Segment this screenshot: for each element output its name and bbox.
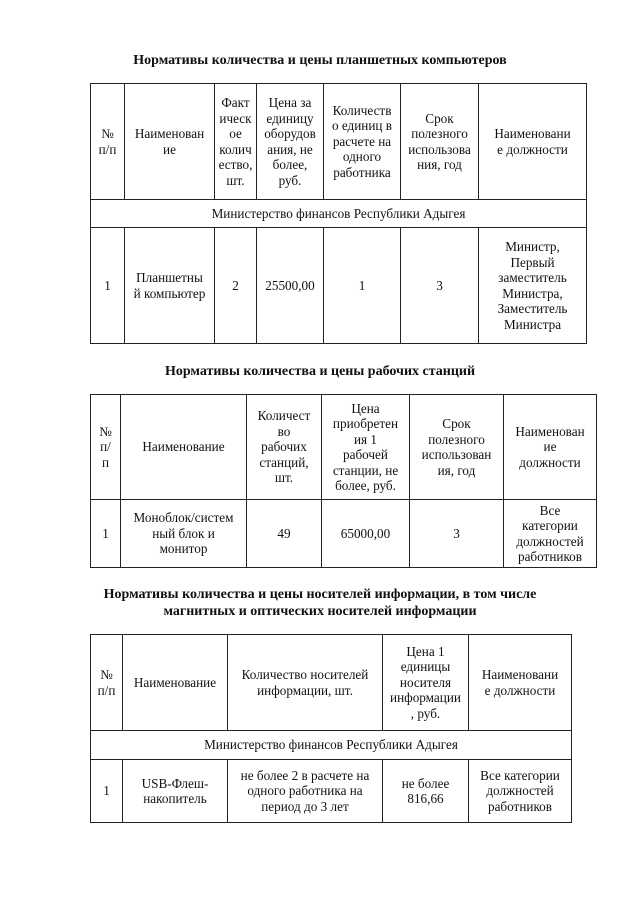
header-cell: Наименовани е должности [469, 635, 572, 731]
table-header-row [91, 395, 597, 500]
storage-media-table [90, 634, 572, 823]
section3-title-line2: магнитных и оптических носителей информации [163, 604, 477, 619]
header-cell: Количеств о единиц в расчете на одного работника [324, 84, 401, 200]
tablets-table [90, 83, 587, 344]
table-header-row [91, 84, 587, 200]
header-cell: Наименован ие [125, 84, 215, 200]
section3-title [0, 586, 640, 620]
header-cell: Срок полезного использован ия, год [410, 395, 504, 500]
header-cell: Цена приобретен ия 1 рабочей станции, не более, руб. [322, 395, 410, 500]
table-cell: 25500,00 [257, 228, 324, 344]
section2-title: Нормативы количества и цены рабочих станций [164, 364, 476, 379]
table-cell: 1 [91, 228, 125, 344]
table-cell: Все категории должностей работников [469, 760, 572, 823]
header-cell: Цена 1 единицы носителя информации , руб. [383, 635, 469, 731]
table-cell: Все категории должностей работников [504, 500, 597, 568]
workstations-table [90, 394, 597, 568]
header-cell: № п/п [91, 84, 125, 200]
ministry-cell: Министерство финансов Республики Адыгея [91, 731, 572, 760]
header-cell: Срок полезного использова ния, год [401, 84, 479, 200]
table-cell: Планшетны й компьютер [125, 228, 215, 344]
table-cell: 65000,00 [322, 500, 410, 568]
header-cell: Наименование [121, 395, 247, 500]
header-cell: Факт ическ ое колич ество, шт. [215, 84, 257, 200]
table-cell: Моноблок/систем ный блок и монитор [121, 500, 247, 568]
table-row [91, 228, 587, 344]
table-cell: 1 [91, 760, 123, 823]
header-cell: Наименование [123, 635, 228, 731]
header-cell: Наименован ие должности [504, 395, 597, 500]
header-cell: Количест во рабочих станций, шт. [247, 395, 322, 500]
table-cell: Министр, Первый заместитель Министра, Заместитель Министра [479, 228, 587, 344]
header-cell: № п/ п [91, 395, 121, 500]
table-cell: 3 [410, 500, 504, 568]
header-cell: Количество носителей информации, шт. [228, 635, 383, 731]
section1-title: Нормативы количества и цены планшетных компьютеров [133, 53, 507, 68]
table-row [91, 760, 572, 823]
header-cell: Наименовани е должности [479, 84, 587, 200]
ministry-row [91, 731, 572, 760]
table-cell: 2 [215, 228, 257, 344]
table-row [91, 500, 597, 568]
table-cell: 49 [247, 500, 322, 568]
section3-title-line1: Нормативы количества и цены носителей информации, в том числе [103, 587, 537, 602]
table-cell: не более 2 в расчете на одного работника на период до 3 лет [228, 760, 383, 823]
ministry-row [91, 200, 587, 228]
table-cell: 1 [91, 500, 121, 568]
table-cell: 3 [401, 228, 479, 344]
table-header-row [91, 635, 572, 731]
header-cell: Цена за единицу оборудов ания, не более, руб. [257, 84, 324, 200]
table-cell: не более 816,66 [383, 760, 469, 823]
header-cell: № п/п [91, 635, 123, 731]
ministry-cell: Министерство финансов Республики Адыгея [91, 200, 587, 228]
table-cell: USB-Флеш- накопитель [123, 760, 228, 823]
table-cell: 1 [324, 228, 401, 344]
